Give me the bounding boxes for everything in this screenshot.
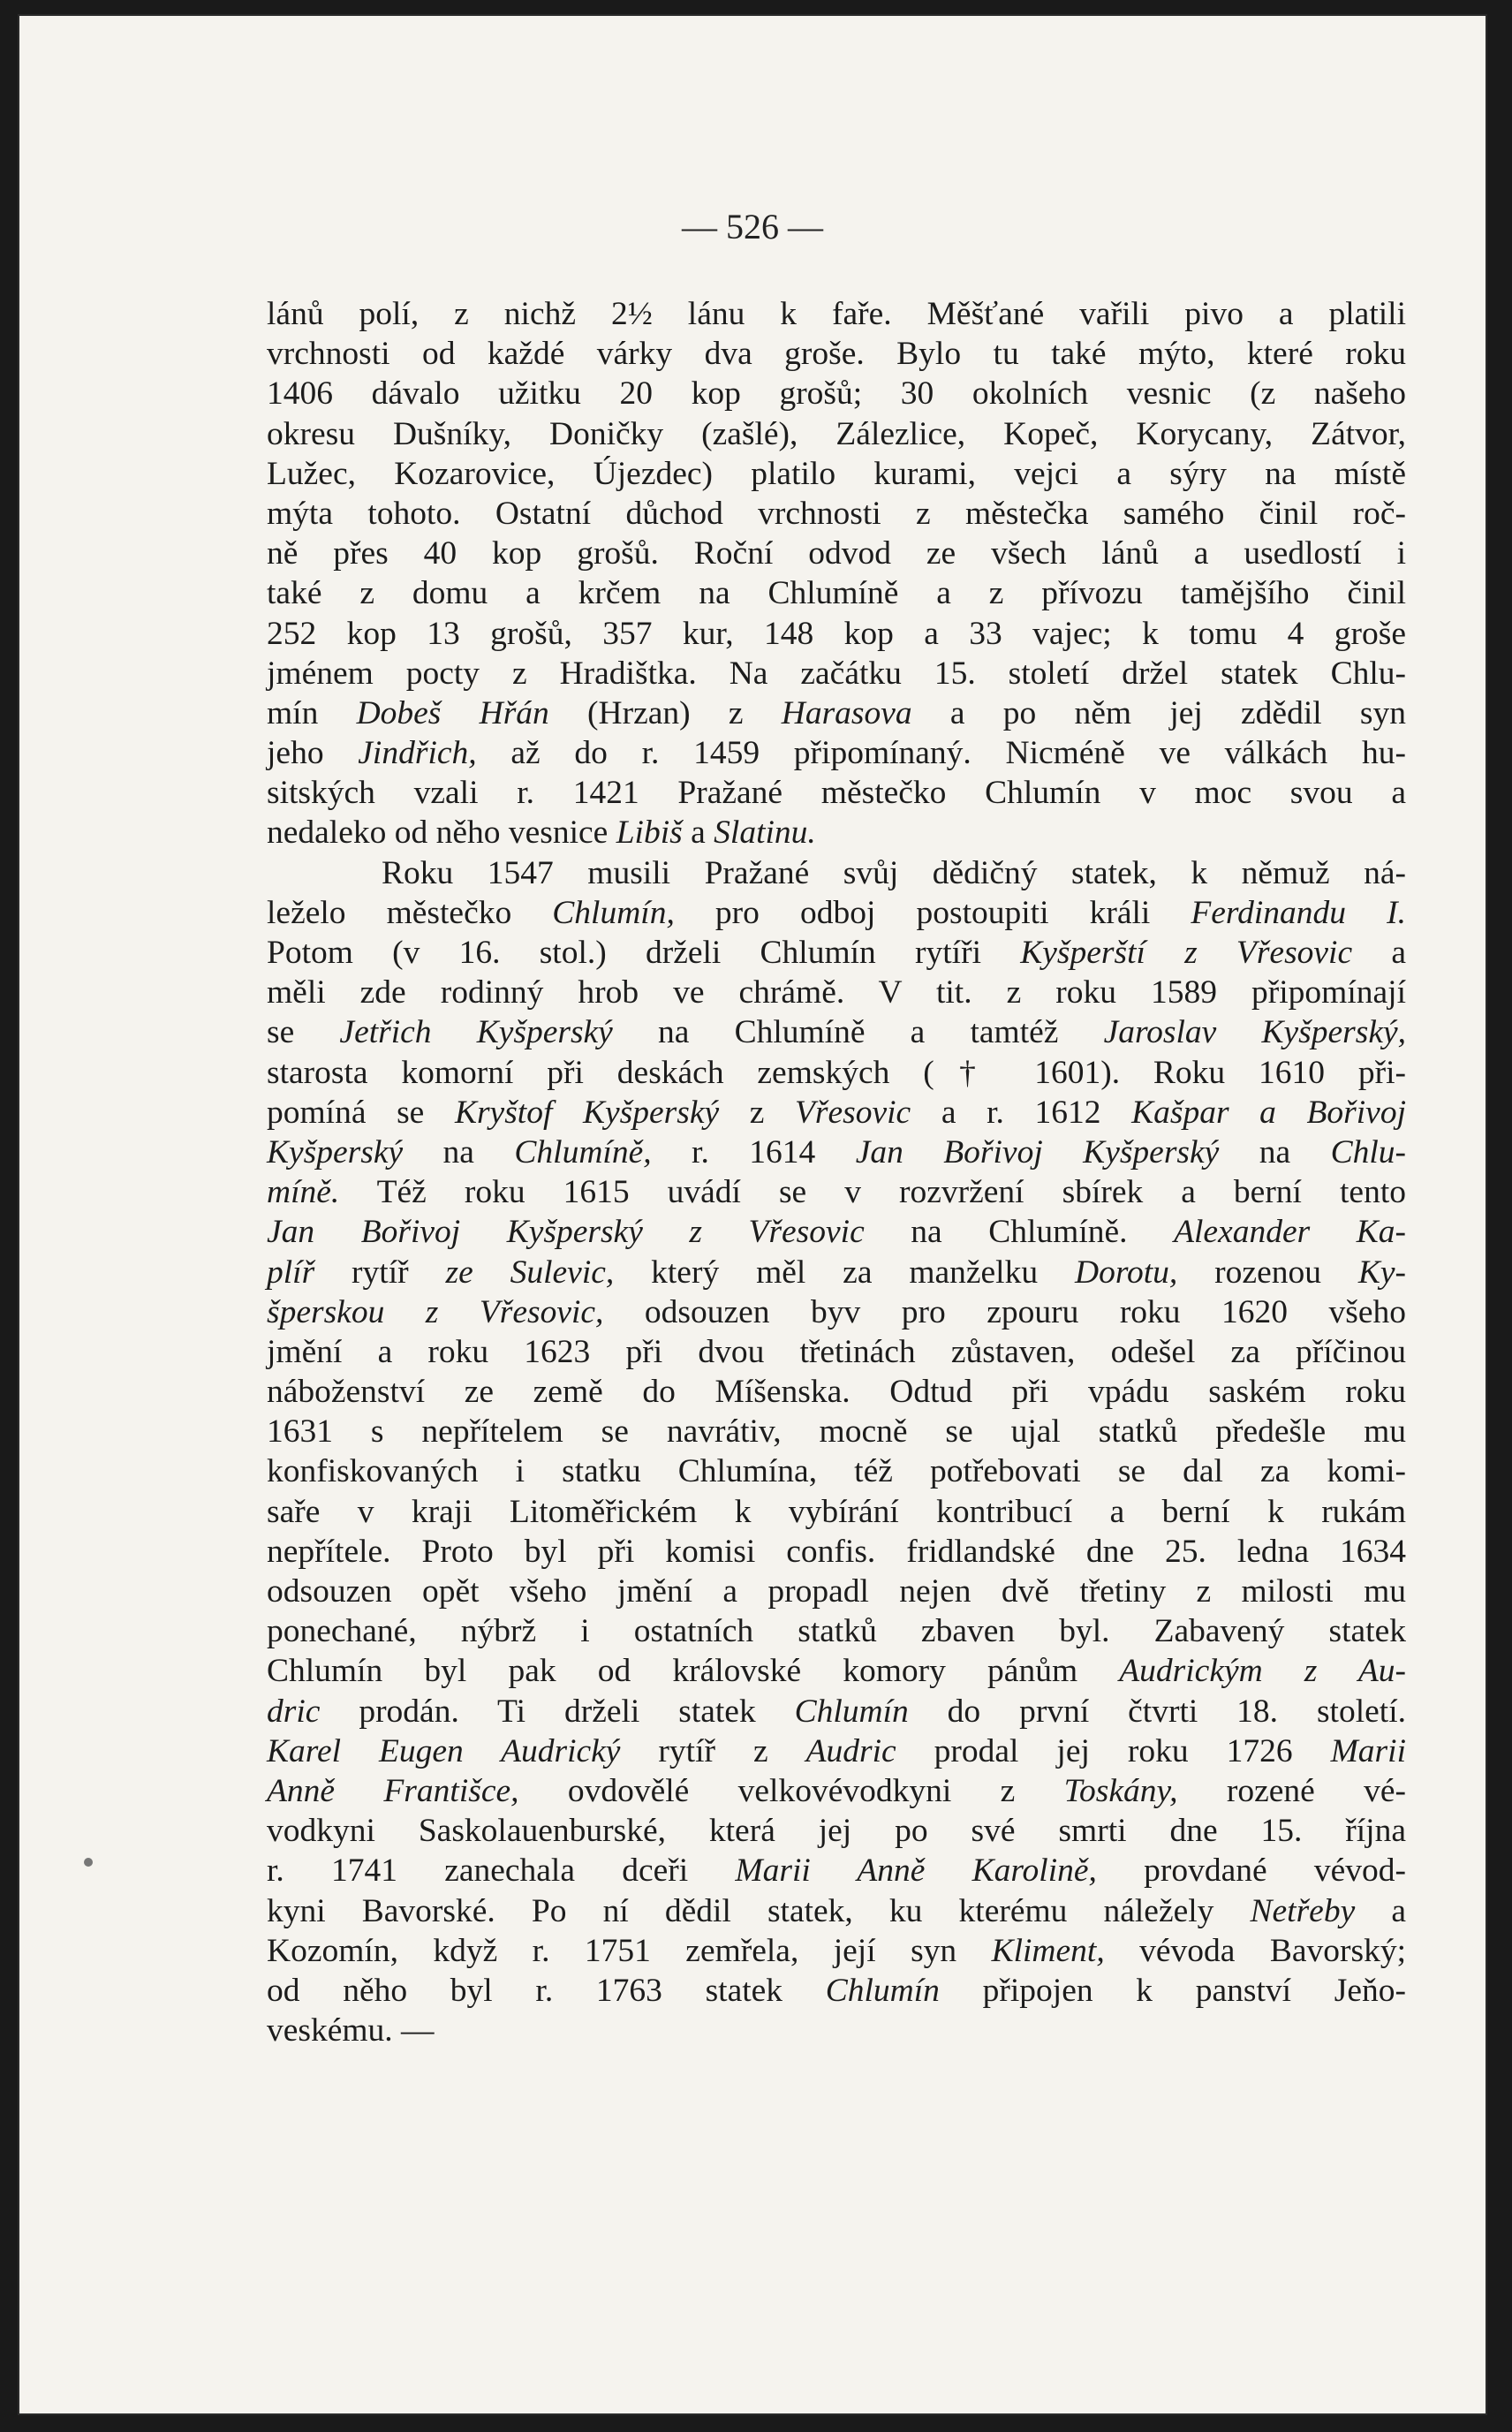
text-line — [267, 1212, 1406, 1252]
text-line — [267, 1931, 1406, 1971]
text-run: provdané vévod- — [1096, 1852, 1406, 1890]
text-run: konfiskovaných i statku Chlumína, též potřebovati se dal za komi- — [267, 1453, 1406, 1490]
text-run: rozenou — [1177, 1254, 1358, 1291]
text-line — [267, 733, 1406, 773]
italic-name: Jetřich Kyšperský — [339, 1014, 613, 1051]
text-run: ovdovělé velkovévodkyni z — [518, 1772, 1064, 1809]
text-run: z — [719, 1094, 795, 1131]
text-run: rytíř — [314, 1254, 446, 1291]
text-run: starosta komorní při deskách zemských († 1601). Roku 1610 při- — [267, 1054, 1406, 1091]
text-line — [267, 1891, 1406, 1931]
text-run: také z domu a krčem na Chlumíně a z přívozu tamějšího činil — [267, 575, 1406, 612]
text-line — [267, 1572, 1406, 1611]
text-run: r. 1741 zanechala dceři — [267, 1852, 736, 1890]
text-line — [267, 1971, 1406, 2011]
italic-name: míně. — [267, 1174, 340, 1211]
text-line — [267, 1093, 1406, 1133]
text-run: do první čtvrti 18. století. — [908, 1693, 1406, 1730]
text-line — [267, 1851, 1406, 1890]
body-text — [267, 294, 1406, 2050]
text-run: lánů polí, z nichž 2½ lánu k faře. Měšťané vařili pivo a platili — [267, 296, 1406, 332]
text-run: 252 kop 13 grošů, 357 kur, 148 kop a 33 vajec; k tomu 4 groše — [267, 615, 1406, 652]
text-line — [267, 853, 1406, 893]
text-line — [267, 1332, 1406, 1372]
text-run: který měl za manželku — [614, 1254, 1075, 1291]
italic-name: Kyšperští z Vřesovic — [1020, 935, 1353, 971]
italic-name: Jan Bořivoj Kyšperský — [855, 1133, 1220, 1171]
text-line — [267, 933, 1406, 973]
italic-name: plíř — [267, 1254, 315, 1291]
text-run: prodán. Ti drželi statek — [320, 1693, 795, 1730]
text-run: okresu Dušníky, Doničky (zašlé), Zálezlice, Kopeč, Korycany, Zátvor, — [267, 415, 1406, 452]
text-run: ponechané, nýbrž i ostatních statků zbaven byl. Zabavený statek — [267, 1613, 1406, 1650]
text-run: Lužec, Kozarovice, Újezdec) platilo kurami, vejci a sýry na místě — [267, 455, 1406, 492]
italic-name: Jaroslav Kyšperský, — [1103, 1014, 1406, 1051]
italic-name: Audrickým z Au- — [1119, 1653, 1407, 1690]
text-run: měli zde rodinný hrob ve chrámě. V tit. z roku 1589 připomínají — [267, 974, 1406, 1011]
italic-name: Karel Eugen Audrický — [267, 1732, 621, 1769]
italic-name: Netřeby — [1250, 1892, 1356, 1929]
italic-name: Kašpar a Bořivoj — [1131, 1094, 1406, 1131]
italic-name: Slatinu. — [714, 814, 816, 852]
italic-name: Kryštof Kyšperský — [454, 1094, 720, 1131]
italic-name: Vřesovic — [795, 1094, 911, 1131]
text-line — [267, 374, 1406, 413]
text-run: odsouzen opět všeho jmění a propadl nejen dvě třetiny z milosti mu — [267, 1573, 1406, 1610]
text-run: a — [1352, 935, 1406, 971]
text-run: připojen k panství Jeňo- — [939, 1972, 1406, 2009]
text-run: náboženství ze země do Míšenska. Odtud při vpádu saském roku — [267, 1374, 1406, 1411]
text-run: Kozomín, když r. 1751 zemřela, její syn — [267, 1932, 992, 1969]
italic-name: šperskou z Vřesovic, — [267, 1293, 604, 1330]
text-run: pro odboj postoupiti králi — [674, 894, 1191, 931]
italic-name: Audric — [805, 1732, 896, 1769]
text-line — [267, 1692, 1406, 1731]
text-line — [267, 893, 1406, 933]
text-run: na — [403, 1133, 515, 1171]
text-run: 1406 dávalo užitku 20 kop grošů; 30 okolních vesnic (z našeho — [267, 375, 1406, 413]
text-run: vrchnosti od každé várky dva groše. Bylo tu také mýto, které roku — [267, 336, 1406, 373]
italic-name: Harasova — [781, 694, 912, 731]
text-run: na Chlumíně a tamtéž — [612, 1014, 1104, 1051]
italic-name: Ferdinandu I. — [1191, 894, 1406, 931]
text-run: jeho — [267, 735, 359, 772]
text-line — [267, 1133, 1406, 1172]
text-line — [267, 1492, 1406, 1532]
italic-name: Jindřich, — [358, 735, 477, 772]
text-line — [267, 534, 1406, 573]
text-line — [267, 1611, 1406, 1651]
text-run: nepřítele. Proto byl při komisi confis. fridlandské dne 25. ledna 1634 — [267, 1533, 1406, 1570]
text-run: prodal jej roku 1726 — [896, 1732, 1331, 1769]
text-run: jménem pocty z Hradištka. Na začátku 15. století držel statek Chlu- — [267, 655, 1406, 692]
text-run: nedaleko od něho vesnice — [267, 814, 616, 852]
text-line — [267, 2011, 1406, 2050]
text-run: pomíná se — [267, 1094, 455, 1131]
text-run: saře v kraji Litoměřickém k vybírání kontribucí a berní k rukám — [267, 1493, 1406, 1530]
text-run: Potom (v 16. stol.) drželi Chlumín rytíři — [267, 935, 1021, 971]
text-run: se — [267, 1014, 340, 1051]
page-number: — 526 — — [682, 207, 823, 246]
margin-mark — [84, 1858, 93, 1867]
text-line — [267, 294, 1406, 334]
text-run: (Hrzan) z — [548, 694, 782, 731]
italic-name: Libiš — [616, 814, 683, 852]
text-line — [267, 334, 1406, 374]
text-line — [267, 1412, 1406, 1451]
italic-name: Chlumín — [825, 1972, 940, 2009]
italic-name: Dobeš Hřán — [356, 694, 549, 731]
text-run: odsouzen byv pro zpouru roku 1620 všeho — [603, 1293, 1406, 1330]
text-run: leželo městečko — [267, 894, 553, 931]
italic-name: Dorotu, — [1074, 1254, 1178, 1291]
text-line — [267, 813, 1406, 852]
italic-name: Kyšperský — [267, 1133, 404, 1171]
text-line — [267, 414, 1406, 454]
italic-name: Chlumín — [794, 1693, 909, 1730]
text-line — [267, 1253, 1406, 1292]
text-run: Roku 1547 musili Pražané svůj dědičný statek, k němuž ná- — [382, 854, 1406, 891]
italic-name: Jan Bořivoj Kyšperský z Vřesovic — [267, 1214, 865, 1251]
text-line — [267, 1053, 1406, 1093]
text-run: a — [682, 814, 714, 852]
text-run: Též roku 1615 uvádí se v rozvržení sbírek a berní tento — [339, 1174, 1406, 1211]
text-line — [267, 494, 1406, 534]
italic-name: ze Sulevic, — [445, 1254, 615, 1291]
text-line — [267, 1651, 1406, 1691]
text-run: na Chlumíně. — [864, 1214, 1175, 1251]
text-run: sitských vzali r. 1421 Pražané městečko Chlumín v moc svou a — [267, 775, 1406, 812]
italic-name: Marii Anně Karolině, — [735, 1852, 1097, 1890]
text-run: a — [1355, 1892, 1406, 1929]
text-line — [267, 773, 1406, 813]
italic-name: Toskány, — [1063, 1772, 1178, 1809]
text-run: veskému. — — [267, 2012, 435, 2049]
italic-name: Chlumíně, — [514, 1133, 652, 1171]
text-run: 1631 s nepřítelem se navrátiv, mocně se ujal statků předešle mu — [267, 1413, 1406, 1451]
text-line — [267, 1731, 1406, 1771]
text-line — [267, 454, 1406, 494]
text-run: Chlumín byl pak od královské komory pánům — [267, 1653, 1120, 1690]
text-run: na — [1219, 1133, 1331, 1171]
italic-name: Anně Františce, — [267, 1772, 519, 1809]
text-run: ně přes 40 kop grošů. Roční odvod ze všech lánů a usedlostí i — [267, 535, 1406, 572]
text-run: od něho byl r. 1763 statek — [267, 1972, 826, 2009]
text-run: až do r. 1459 připomínaný. Nicméně ve válkách hu- — [476, 735, 1406, 772]
text-line — [267, 973, 1406, 1012]
text-run: rozené vé- — [1177, 1772, 1406, 1809]
italic-name: Marii — [1330, 1732, 1406, 1769]
text-line — [267, 1451, 1406, 1491]
text-run: kyni Bavorské. Po ní dědil statek, ku kterému náležely — [267, 1892, 1251, 1929]
italic-name: Kliment, — [991, 1932, 1105, 1969]
text-run: a po něm jej zdědil syn — [911, 694, 1406, 731]
text-line — [267, 693, 1406, 733]
text-line — [267, 1771, 1406, 1811]
book-page — [19, 16, 1486, 2413]
italic-name: Chlu- — [1330, 1133, 1406, 1171]
italic-name: Alexander Ka- — [1174, 1214, 1406, 1251]
text-line — [267, 614, 1406, 654]
text-line — [267, 1012, 1406, 1052]
text-run: rytíř z — [620, 1732, 806, 1769]
text-run: a r. 1612 — [911, 1094, 1132, 1131]
italic-name: Ky- — [1357, 1254, 1406, 1291]
text-line — [267, 1372, 1406, 1412]
text-run: mín — [267, 694, 357, 731]
text-line — [267, 1172, 1406, 1212]
italic-name: dric — [267, 1693, 321, 1730]
text-run: mýta tohoto. Ostatní důchod vrchnosti z městečka samého činil roč- — [267, 495, 1406, 532]
italic-name: Chlumín, — [552, 894, 675, 931]
text-line — [267, 573, 1406, 613]
text-line — [267, 654, 1406, 693]
text-line — [267, 1811, 1406, 1851]
text-line — [267, 1532, 1406, 1572]
text-run: r. 1614 — [651, 1133, 856, 1171]
text-run: vévoda Bavorský; — [1104, 1932, 1406, 1969]
text-line — [267, 1292, 1406, 1332]
text-run: jmění a roku 1623 při dvou třetinách zůstaven, odešel za příčinou — [267, 1333, 1406, 1370]
text-run: vodkyni Saskolauenburské, která jej po své smrti dne 15. října — [267, 1813, 1406, 1850]
